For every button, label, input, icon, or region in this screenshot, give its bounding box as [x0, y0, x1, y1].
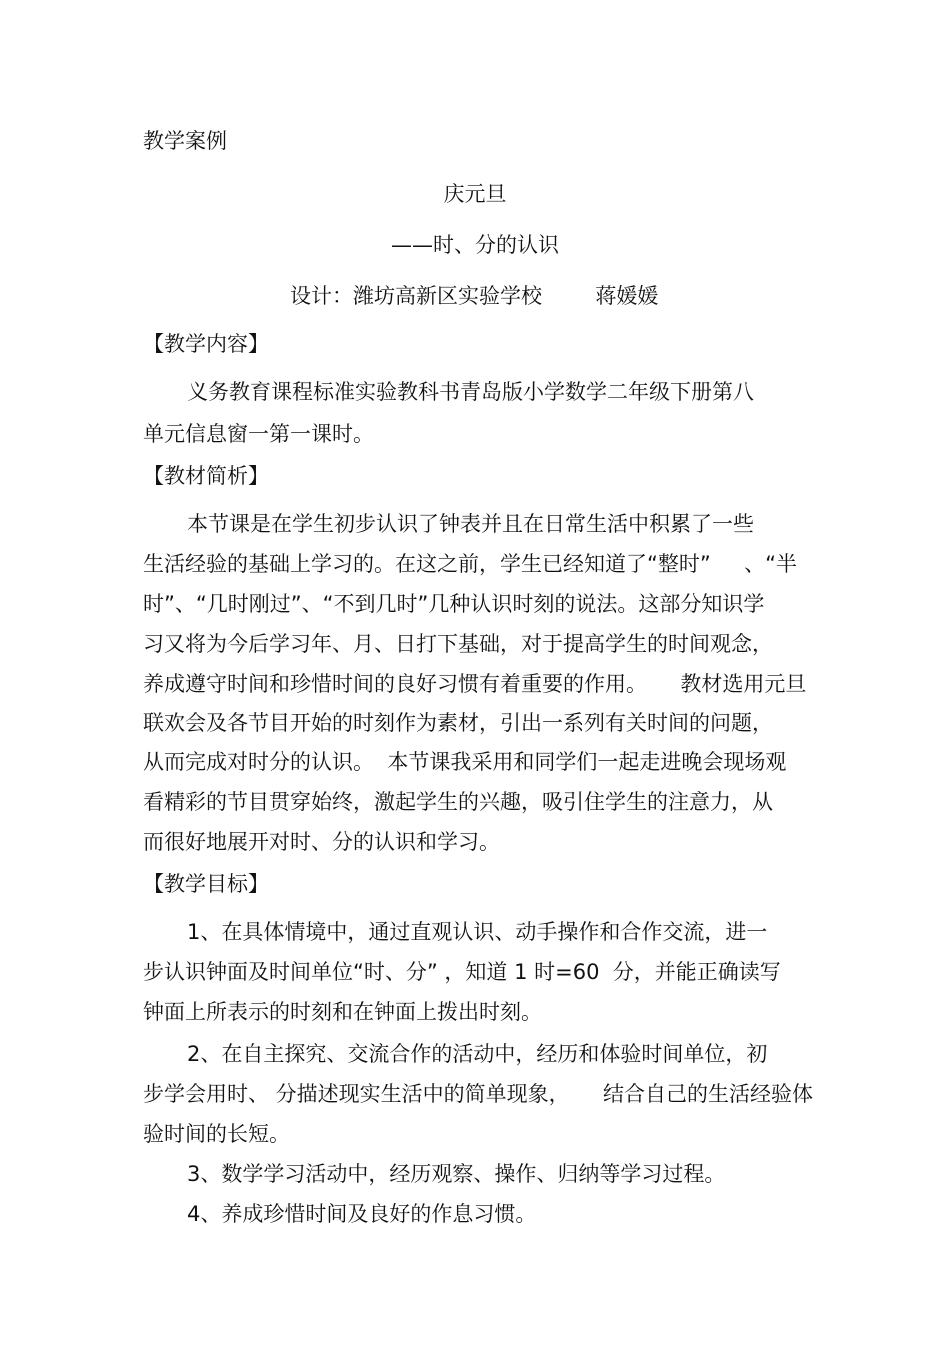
document-subtitle: ——时、分的认识 — [391, 233, 559, 257]
analysis-line: 时”、“几时刚过”、“不到几时”几种认识时刻的说法。这部分知识学 — [143, 592, 765, 616]
goal-line: 步学会用时、 分描述现实生活中的简单现象， 结合自己的生活经验体 — [143, 1082, 814, 1106]
section-heading-content: 【教学内容】 — [143, 332, 269, 356]
author-line: 设计：潍坊高新区实验学校 蒋媛媛 — [290, 284, 659, 308]
analysis-line: 习又将为今后学习年、月、日打下基础，对于提高学生的时间观念， — [143, 632, 773, 656]
goal-line: 3、数学学习活动中，经历观察、操作、归纳等学习过程。 — [187, 1162, 726, 1186]
analysis-line: 养成遵守时间和珍惜时间的良好习惯有着重要的作用。 教材选用元旦 — [143, 672, 807, 696]
document-title: 庆元旦 — [443, 182, 507, 206]
goal-line: 钟面上所表示的时刻和在钟面上拨出时刻。 — [143, 1000, 542, 1024]
analysis-line: 联欢会及各节目开始的时刻作为素材，引出一系列有关时间的问题， — [143, 711, 773, 735]
content-line: 义务教育课程标准实验教科书青岛版小学数学二年级下册第八 — [187, 380, 754, 404]
goal-line: 4、养成珍惜时间及良好的作息习惯。 — [187, 1202, 537, 1226]
analysis-line: 生活经验的基础上学习的。在这之前，学生已经知道了“整时” 、“半 — [143, 552, 798, 576]
analysis-line: 从而完成对时分的认识。 本节课我采用和同学们一起走进晚会现场观 — [143, 750, 787, 774]
document-label: 教学案例 — [143, 129, 227, 153]
content-line: 单元信息窗一第一课时。 — [143, 422, 374, 446]
section-heading-analysis: 【教材简析】 — [143, 464, 269, 488]
analysis-line: 而很好地展开对时、分的认识和学习。 — [143, 830, 500, 854]
section-heading-goals: 【教学目标】 — [143, 872, 269, 896]
analysis-line: 看精彩的节目贯穿始终，激起学生的兴趣，吸引住学生的注意力，从 — [143, 790, 773, 814]
analysis-line: 本节课是在学生初步认识了钟表并且在日常生活中积累了一些 — [187, 512, 754, 536]
goal-line: 验时间的长短。 — [143, 1122, 290, 1146]
goal-line: 步认识钟面及时间单位“时、分” ，知道 1 时=60 分，并能正确读写 — [143, 960, 781, 984]
goal-line: 2、在自主探究、交流合作的活动中，经历和体验时间单位，初 — [187, 1042, 768, 1066]
goal-line: 1、在具体情境中，通过直观认识、动手操作和合作交流，进一 — [187, 920, 768, 944]
